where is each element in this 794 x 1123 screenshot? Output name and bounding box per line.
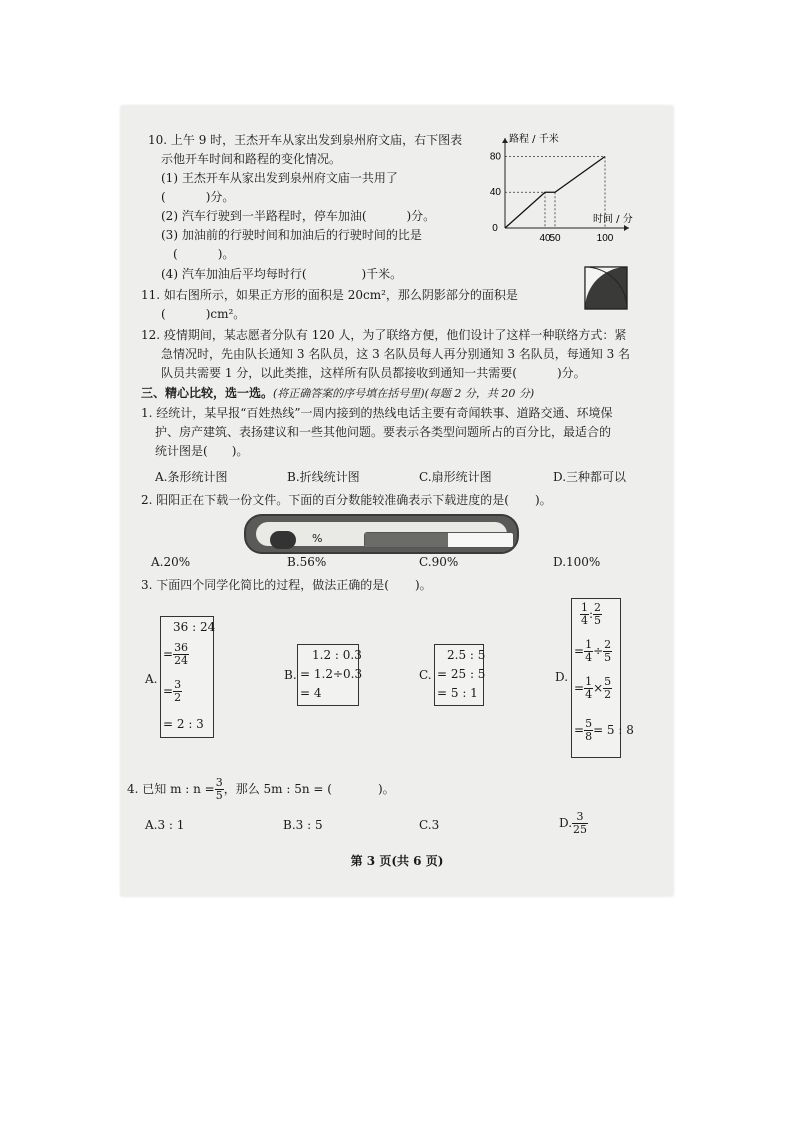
mc3-option-b-box: [297, 644, 363, 706]
paren-open: (: [161, 307, 166, 321]
numerator: 1: [585, 675, 593, 688]
mc1-option-b: B.折线统计图: [287, 470, 360, 484]
a-line3: = $\frac{3}{2}$: [163, 678, 182, 704]
d-line3: = $\frac{1}{4}$ × $\frac{5}{2}$: [574, 675, 612, 701]
q10-stem-line2: 示他开车时间和路程的变化情况。: [161, 152, 342, 166]
q12-line3-text: 队员共需要 1 分，以此类推，这样所有队员都接收到通知一共需要(: [161, 366, 517, 380]
q10-part2-text: (2) 汽车行驶到一半路程时，停车加油(: [161, 209, 367, 223]
fraction: [603, 639, 612, 664]
a-line4: = 2 : 3: [163, 717, 204, 731]
fraction: [173, 679, 182, 704]
q10-part1: (1) 王杰开车从家出发到泉州府文庙一共用了: [161, 171, 398, 185]
mc2-stem-text: 2. 阳阳正在下载一份文件。下面的百分数能较准确表示下载进度的是(: [141, 493, 509, 507]
b-line2: = 1.2÷0.3: [300, 667, 363, 681]
mc2-option-a: A.20%: [151, 555, 191, 569]
a-line1: 36 : 24: [173, 620, 216, 634]
d-line4-tail: = 5 : 8: [593, 723, 634, 737]
progress-panel: [256, 522, 507, 546]
numerator: 2: [594, 601, 602, 614]
paren-close: )。: [377, 782, 395, 796]
denominator: 25: [573, 823, 588, 836]
denominator: 2: [174, 691, 182, 704]
mc2-stem: [141, 493, 552, 508]
mc1-option-a: A.条形统计图: [155, 470, 228, 484]
x-tick-label: 100: [596, 233, 614, 242]
q12-line1: 12. 疫情期间，某志愿者分队有 120 人，为了联络方便，他们设计了这样一种联络方式：紧: [141, 328, 627, 342]
mc1-option-c: C.扇形统计图: [419, 470, 492, 484]
q12-line2: 急情况时，先由队长通知 3 名队员，这 3 名队员每人再分别通知 3 名队员，每通知 3 名: [161, 347, 631, 361]
a-line2: = $\frac{36}{24}$: [163, 641, 189, 667]
q10-part3-answer: [173, 247, 234, 262]
denominator: 24: [174, 654, 189, 667]
x-axis-arrow: [624, 225, 629, 231]
multiply-sign: ×: [593, 681, 604, 695]
numerator: 36: [174, 641, 189, 654]
q10-part2: [161, 209, 435, 224]
mc1-line3-text: 统计图是(: [155, 444, 208, 458]
section-3-title: 三、精心比较，选一选。: [141, 386, 274, 400]
mc1-line3: [155, 444, 248, 459]
obscured-number-blot: [270, 531, 296, 549]
b-line1: 1.2 : 0.3: [312, 648, 362, 662]
fraction: [572, 811, 588, 836]
option-d-label: D.: [559, 816, 573, 830]
mc4-stem: [127, 774, 395, 804]
mc3-option-c-label: C.: [419, 668, 432, 682]
paren-close: )分。: [556, 366, 586, 380]
denominator: 2: [604, 688, 612, 701]
distance-time-chart: [483, 132, 653, 242]
paren-close: )。: [217, 247, 235, 261]
mc4-option-d: [559, 808, 588, 838]
mc3-stem: [141, 578, 432, 593]
c-line3: = 5 : 1: [437, 686, 478, 700]
fraction: [580, 602, 589, 627]
exam-page: [121, 106, 673, 896]
mc3-stem-text: 3. 下面四个同学化简比的过程，做法正确的是(: [141, 578, 389, 592]
mc1-line2: 护、房产建筑、表扬建议和一些其他问题。要表示各类型问题所占的百分比，最适合的: [155, 425, 612, 439]
x-tick-label: 50: [549, 233, 561, 242]
mc3-option-d-label: D.: [555, 670, 569, 684]
d-line2: = $\frac{1}{4}$ ÷ $\frac{2}{5}$: [574, 638, 612, 664]
numerator: 5: [604, 675, 612, 688]
mc4-option-b: B.3 : 5: [283, 818, 323, 832]
paren-close: )分。: [205, 190, 235, 204]
mc3-option-c-box: [434, 644, 484, 706]
denominator: 5: [604, 651, 612, 664]
page-footer: 第 3 页(共 6 页): [350, 854, 444, 868]
q11-line2: [161, 307, 245, 322]
progress-bar-fill: [365, 533, 448, 547]
mc3-option-a-box: [160, 616, 214, 738]
mc2-option-c: C.90%: [419, 555, 459, 569]
paren-close: )分。: [406, 209, 436, 223]
q10-part4: [161, 267, 402, 282]
q10-part3: (3) 加油前的行驶时间和加油后的行驶时间的比是: [161, 228, 422, 242]
mc3-option-a-label: A.: [145, 672, 158, 686]
y-axis-label: 路程 / 千米: [509, 134, 559, 145]
d-line1: [580, 602, 602, 627]
mc3-option-b-label: B.: [284, 668, 297, 682]
x-tick-label: 40: [539, 233, 551, 242]
download-progress-widget: [244, 514, 519, 554]
paren-close: )cm²。: [205, 307, 246, 321]
percent-sign: %: [312, 532, 323, 545]
c-line2: = 25 : 5: [437, 667, 486, 681]
mc4-option-c: C.3: [419, 818, 440, 832]
mc2-option-d: D.100%: [553, 555, 601, 569]
numerator: 3: [174, 678, 182, 691]
denominator: 8: [585, 730, 593, 743]
section-3-heading: [141, 386, 534, 401]
denominator: 4: [585, 688, 593, 701]
b-line3: = 4: [300, 686, 322, 700]
mc1-option-d: D.三种都可以: [553, 470, 627, 484]
mc4-option-a: A.3 : 1: [145, 818, 185, 832]
mc2-option-b: B.56%: [287, 555, 327, 569]
fraction: [584, 639, 593, 664]
fraction: [593, 602, 602, 627]
numerator: 3: [572, 811, 588, 824]
paren-close: )。: [231, 444, 249, 458]
y-tick-label: 40: [489, 187, 501, 199]
y-tick-label: 80: [489, 151, 501, 163]
y-axis-arrow: [502, 138, 508, 143]
mc1-line1: 1. 经统计，某早报“百姓热线”一周内接到的热线电话主要有奇闻轶事、道路交通、环境保: [141, 406, 613, 420]
paren-close: )。: [534, 493, 552, 507]
q12-line3: [161, 366, 586, 381]
denominator: 5: [594, 614, 602, 627]
q11-line1: 11. 如右图所示，如果正方形的面积是 20cm²，那么阴影部分的面积是: [141, 288, 518, 302]
paren-close: )千米。: [361, 267, 403, 281]
divide-sign: ÷: [593, 644, 604, 658]
ratio-sign: :: [589, 607, 594, 621]
numerator: 1: [581, 601, 588, 614]
fraction: [603, 676, 612, 701]
q10-stem-line1: 10. 上午 9 时，王杰开车从家出发到泉州府文庙，右下图表: [148, 133, 463, 147]
mc4-stem-part1: 4. 已知 m : n =: [127, 782, 215, 796]
mc3-option-d-box: [571, 598, 634, 758]
c-line1: 2.5 : 5: [447, 648, 486, 662]
paren-open: (: [161, 190, 166, 204]
d-line4: = $\frac{5}{8}$ = 5 : 8: [574, 717, 634, 743]
numerator: 5: [585, 717, 593, 730]
denominator: 4: [581, 614, 588, 627]
fraction: [215, 777, 224, 802]
mc4-stem-part2: ，那么 5m : 5n = (: [223, 782, 332, 796]
denominator: 5: [215, 789, 223, 802]
paren-open: (: [173, 247, 178, 261]
numerator: 3: [215, 776, 223, 789]
q10-part4-text: (4) 汽车加油后平均每时行(: [161, 267, 307, 281]
x-tick-label: 0: [492, 223, 498, 234]
progress-bar-track: [364, 532, 514, 548]
x-axis-label: 时间 / 分: [593, 214, 633, 225]
square-quarter-circle-figure: [584, 266, 628, 310]
fraction: [584, 718, 593, 743]
denominator: 4: [585, 651, 593, 664]
fraction: [584, 676, 593, 701]
numerator: 2: [604, 638, 612, 651]
fraction: [173, 642, 189, 667]
numerator: 1: [585, 638, 593, 651]
paren-close: )。: [414, 578, 432, 592]
q10-part1-answer: [161, 190, 234, 205]
section-3-note: (将正确答案的序号填在括号里)(每题 2 分，共 20 分): [273, 387, 535, 400]
